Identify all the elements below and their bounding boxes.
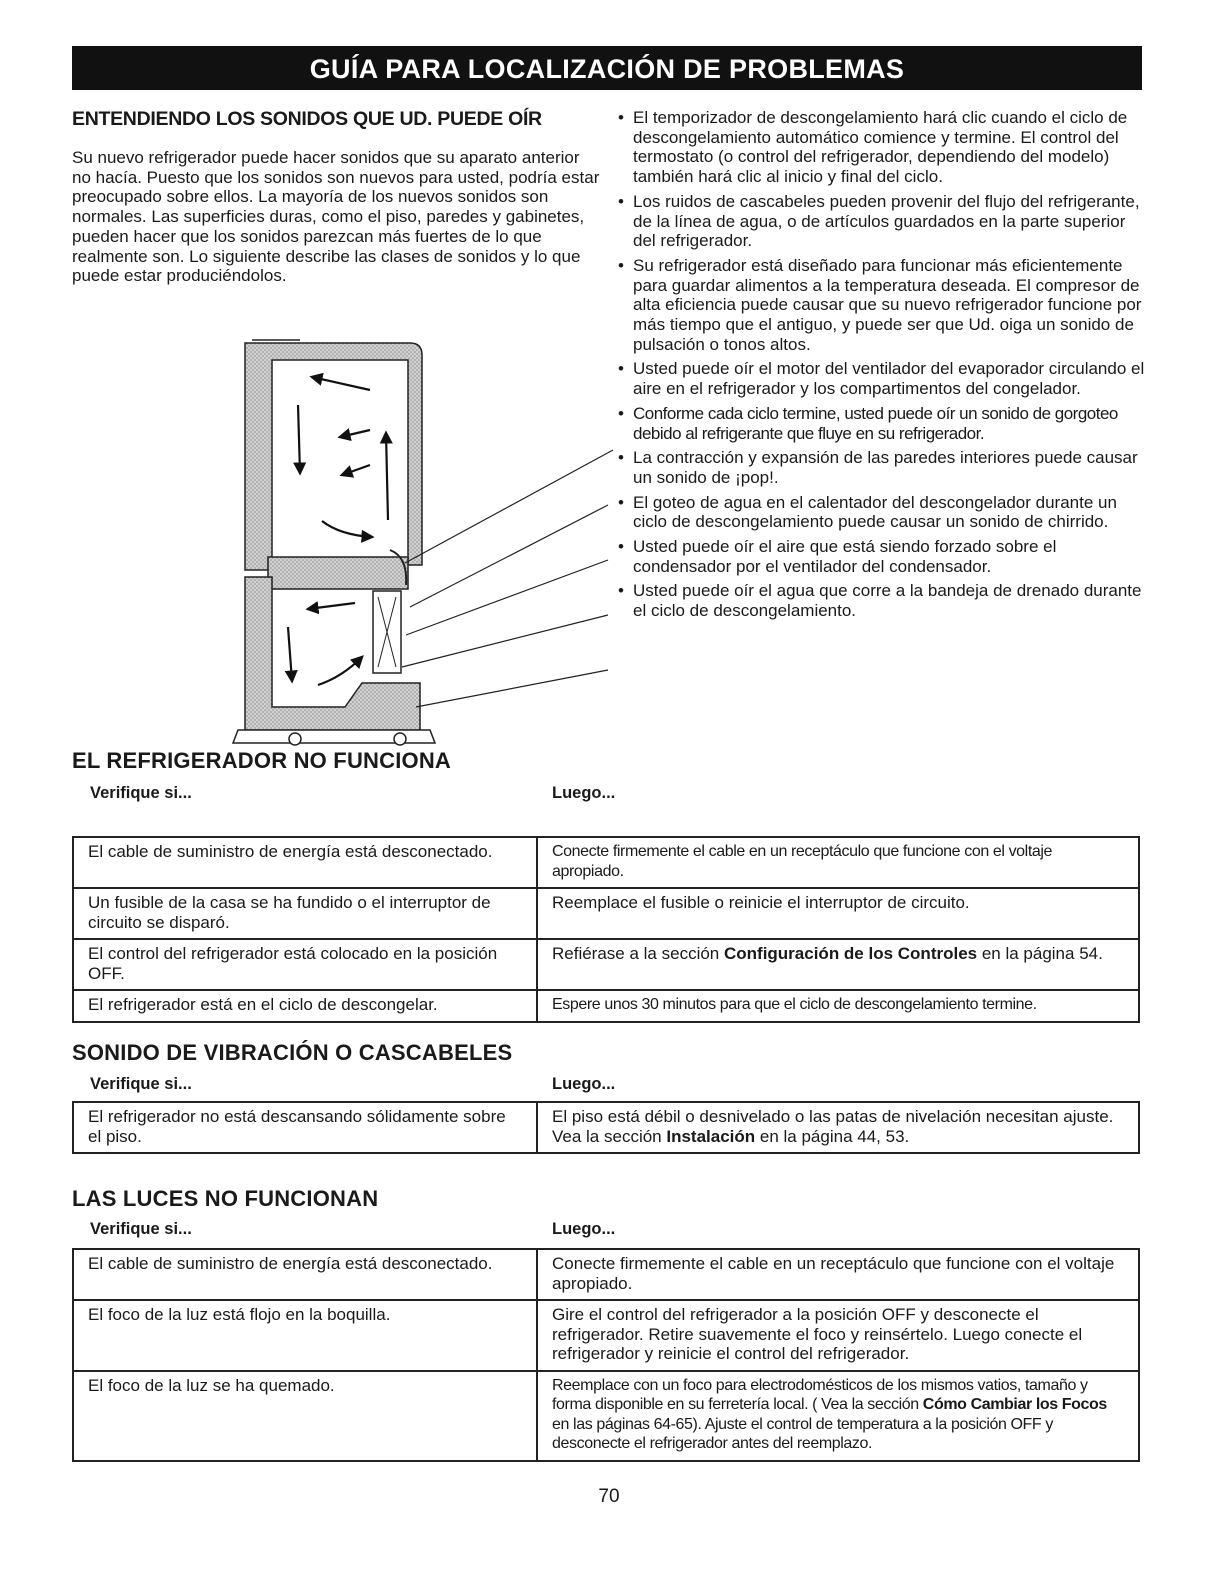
bullet-item: • El goteo de agua en el calentador del descongelador durante un ciclo de descongelamiento puede causar un sonido de chirrido. (618, 493, 1146, 532)
cell-text: en las páginas 64-65). Ajuste el control de temperatura a la posición OFF y desconecte el refrigerador antes del reemplazo. (552, 1415, 1053, 1452)
table-cell-check: El refrigerador está en el ciclo de descongelar. (73, 990, 537, 1022)
table-cell-then: Reemplace el fusible o reinicie el interruptor de circuito. (537, 888, 1139, 939)
bullet-item: • El temporizador de descongelamiento hará clic cuando el ciclo de descongelamiento automático comience y termine. El control del termostato (o control del refrigerador, dependiendo del modelo) también hará clic al inicio y final del ciclo. (618, 108, 1146, 187)
table-row (73, 1371, 1139, 1461)
table-cell-check: El control del refrigerador está colocado en la posición OFF. (73, 939, 537, 990)
cell-text-reference (552, 1127, 1124, 1147)
bullet-item: • Su refrigerador está diseñado para funcionar más eficientemente para guardar alimentos a la temperatura deseada. El compresor de alta eficiencia puede causar que su nuevo refrigerador funcione por más tiempo que el antiguo, y puede ser que Ud. oiga un sonido de pulsación o tonos altos. (618, 256, 1146, 355)
table-cell-check: El cable de suministro de energía está desconectado. (73, 1249, 537, 1300)
table-cell-check: El refrigerador no está descansando sólidamente sobre el piso. (73, 1102, 537, 1153)
table-cell-then: Gire el control del refrigerador a la posición OFF y desconecte el refrigerador. Retire suavemente el foco y reinsértelo. Luego conecte el refrigerador y reinicie el control del refrigerador. (537, 1300, 1139, 1371)
table-cell-check: El foco de la luz se ha quemado. (73, 1371, 537, 1461)
cell-bold-reference: Instalación (666, 1126, 756, 1146)
column-header-check: Verifique si... (90, 1220, 192, 1238)
table-cell-then (537, 1371, 1139, 1461)
cell-text: en la página 54. (977, 944, 1103, 963)
table-cell-check: Un fusible de la casa se ha fundido o el interruptor de circuito se disparó. (73, 888, 537, 939)
page-banner-title: GUÍA PARA LOCALIZACIÓN DE PROBLEMAS (72, 46, 1142, 90)
bullet-item: • La contracción y expansión de las paredes interiores puede causar un sonido de ¡pop!. (618, 448, 1146, 487)
sounds-intro: Su nuevo refrigerador puede hacer sonidos que su aparato anterior no hacía. Puesto que los sonidos son nuevos para usted, podría estar preocupado sobre ellos. La mayoría de los nuevos sonidos son normales. Las superficies duras, como el piso, paredes y gabinetes, pueden hacer que los sonidos parezcan más fuertes de lo que realmente son. Lo siguiente describe las clases de sonidos y lo que puede estar produciéndolos. (72, 148, 600, 286)
column-header-then: Luego... (552, 1075, 616, 1093)
troubleshooting-table (72, 1101, 1140, 1154)
table-row (73, 990, 1139, 1022)
column-header-check: Verifique si... (90, 784, 192, 802)
table-cell-then: Conecte firmemente el cable en un receptáculo que funcione con el voltaje apropiado. (537, 1249, 1139, 1300)
table-row (73, 837, 1139, 888)
cell-bold-reference: Configuración de los Controles (723, 944, 978, 963)
cell-text: Reemplace con un foco para electrodomésticos de los mismos vatios, tamaño y forma disponible en su ferretería local. ( Vea la sección (552, 1376, 1088, 1413)
sounds-heading: ENTENDIENDO LOS SONIDOS QUE UD. PUEDE OÍR (72, 108, 542, 130)
table-cell-then (537, 1102, 1139, 1153)
table-cell-then (537, 939, 1139, 990)
refrigerator-airflow-diagram (230, 335, 625, 755)
table-cell-then: Conecte firmemente el cable en un receptáculo que funcione con el voltaje apropiado. (537, 837, 1139, 888)
cell-bold-reference: Cómo Cambiar los Focos (922, 1396, 1107, 1413)
table-cell-check: El cable de suministro de energía está desconectado. (73, 837, 537, 888)
cell-text: Vea la sección (552, 1126, 667, 1146)
column-header-then: Luego... (552, 784, 616, 802)
troubleshooting-table (72, 1248, 1140, 1462)
bullet-item: • Usted puede oír el motor del ventilador del evaporador circulando el aire en el refrigerador y los compartimentos del congelador. (618, 359, 1146, 398)
bullet-item: • Usted puede oír el aire que está siendo forzado sobre el condensador por el ventilador del condensador. (618, 537, 1146, 576)
section-title: LAS LUCES NO FUNCIONAN (72, 1186, 379, 1211)
troubleshooting-table (72, 836, 1140, 1023)
cell-text: Refiérase a la sección (552, 944, 724, 963)
column-header-check: Verifique si... (90, 1075, 192, 1093)
bullet-item: • Los ruidos de cascabeles pueden provenir del flujo del refrigerante, de la línea de agua, o de artículos guardados en la parte superior del refrigerador. (618, 192, 1146, 251)
table-cell-check: El foco de la luz está flojo en la boquilla. (73, 1300, 537, 1371)
cell-text: en la página 44, 53. (755, 1126, 910, 1146)
table-row (73, 1102, 1139, 1153)
table-cell-then: Espere unos 30 minutos para que el ciclo de descongelamiento termine. (537, 990, 1139, 1022)
table-row (73, 939, 1139, 990)
table-row (73, 888, 1139, 939)
section-title: EL REFRIGERADOR NO FUNCIONA (72, 748, 452, 773)
sounds-bullet-list (618, 108, 1146, 626)
column-header-then: Luego... (552, 1220, 616, 1238)
bullet-item: • Conforme cada ciclo termine, usted puede oír un sonido de gorgoteo debido al refrigerante que fluye en su refrigerador. (618, 404, 1146, 443)
bullet-item: • Usted puede oír el agua que corre a la bandeja de drenado durante el ciclo de descongelamiento. (618, 581, 1146, 620)
cell-text: El piso está débil o desnivelado o las patas de nivelación necesitan ajuste. (552, 1107, 1114, 1126)
page-number: 70 (598, 1486, 620, 1507)
table-row (73, 1300, 1139, 1371)
table-row (73, 1249, 1139, 1300)
section-title: SONIDO DE VIBRACIÓN O CASCABELES (72, 1040, 513, 1065)
